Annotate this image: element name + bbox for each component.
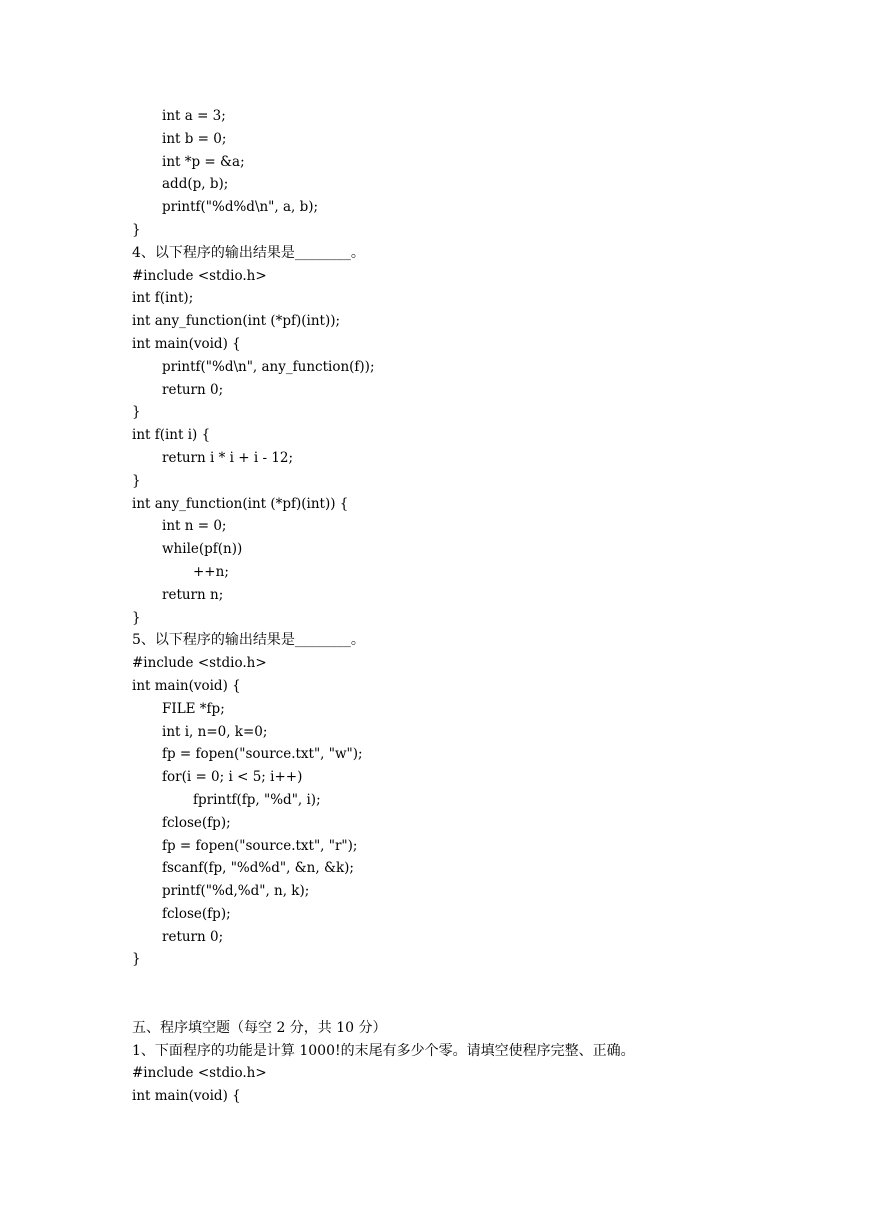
code-line: add(p, b);	[162, 176, 229, 193]
code-line: #include <stdio.h>	[132, 267, 267, 284]
code-line: int n = 0;	[162, 518, 227, 535]
code-line: }	[132, 221, 141, 238]
code-line: int main(void) {	[132, 677, 241, 694]
code-line: int f(int i) {	[132, 427, 211, 444]
code-line: int f(int);	[132, 290, 194, 307]
code-line: for(i = 0; i < 5; i++)	[162, 769, 303, 786]
code-line: fp = fopen("source.txt", "w");	[162, 746, 363, 763]
code-line: int main(void) {	[132, 1088, 241, 1105]
code-line: ++n;	[193, 563, 229, 580]
code-line: fprintf(fp, "%d", i);	[193, 791, 321, 808]
code-line: int b = 0;	[162, 130, 227, 147]
code-line: fclose(fp);	[162, 814, 231, 831]
fill-question-1-heading: 1、下面程序的功能是计算 1000!的末尾有多少个零。请填空使程序完整、正确。	[132, 1042, 635, 1059]
code-line: }	[132, 951, 141, 968]
question-5-heading: 5、以下程序的输出结果是________。	[132, 632, 365, 649]
section-5-heading: 五、程序填空题（每空 2 分，共 10 分）	[132, 1019, 387, 1036]
code-line: int any_function(int (*pf)(int)) {	[132, 495, 349, 512]
code-line: fscanf(fp, "%d%d", &n, &k);	[162, 860, 354, 877]
section-gap	[132, 971, 832, 1017]
code-line: return 0;	[162, 928, 224, 945]
code-line: }	[132, 609, 141, 626]
code-line: int main(void) {	[132, 335, 241, 352]
code-line: printf("%d,%d", n, k);	[162, 883, 310, 900]
code-line: #include <stdio.h>	[132, 1065, 267, 1082]
code-line: fp = fopen("source.txt", "r");	[162, 837, 358, 854]
code-line: #include <stdio.h>	[132, 655, 267, 672]
code-line: int i, n=0, k=0;	[162, 723, 268, 740]
code-line: }	[132, 472, 141, 489]
code-line: int *p = &a;	[162, 153, 245, 170]
code-line: return n;	[162, 586, 224, 603]
code-line: printf("%d%d\n", a, b);	[162, 199, 319, 216]
code-line: while(pf(n))	[162, 541, 243, 558]
question-4-heading: 4、以下程序的输出结果是________。	[132, 244, 365, 261]
code-line: printf("%d\n", any_function(f));	[162, 358, 375, 375]
code-line: int a = 3;	[162, 108, 226, 124]
code-line: fclose(fp);	[162, 905, 231, 922]
code-line: return 0;	[162, 381, 224, 398]
code-line: return i * i + i - 12;	[162, 449, 294, 466]
code-line: FILE *fp;	[162, 700, 225, 717]
code-line: int any_function(int (*pf)(int));	[132, 313, 341, 330]
document-content	[132, 105, 832, 1108]
code-line: }	[132, 404, 141, 421]
